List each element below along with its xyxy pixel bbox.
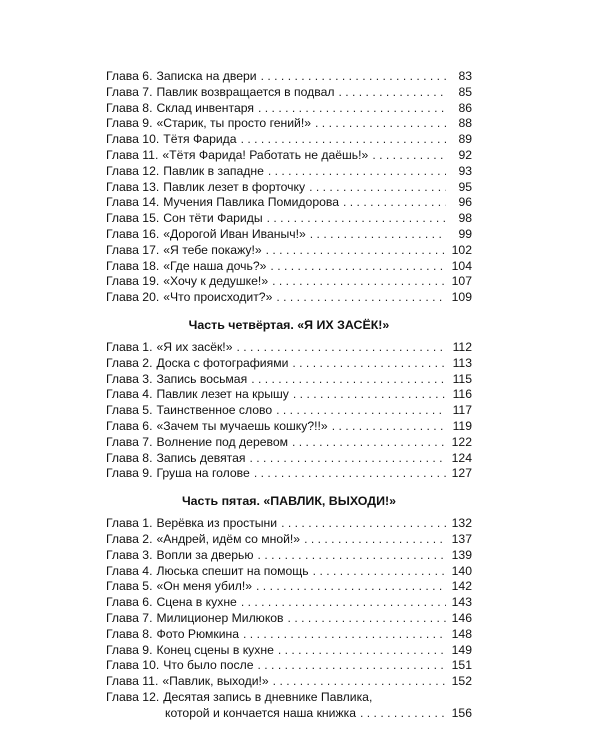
chapter-title: Записка на двери — [156, 69, 257, 83]
toc-entry — [106, 259, 472, 275]
dot-leader — [243, 627, 446, 643]
chapter-title: «Я их засёк!» — [156, 339, 233, 354]
dot-leader — [281, 516, 446, 532]
dot-leader — [313, 564, 446, 580]
toc-entry — [106, 116, 472, 132]
dot-leader — [292, 435, 446, 451]
chapter-title: «Тётя Фарида! Работать не даёшь!» — [162, 147, 369, 162]
dot-leader — [315, 116, 446, 132]
chapter-title: Тётя Фарида — [163, 132, 237, 147]
chapter-title-line-2: которой и кончается наша книжка — [165, 705, 357, 720]
chapter-number: Глава 13. — [106, 179, 160, 194]
chapter-number: Глава 6. — [106, 595, 153, 610]
page-number: 151 — [451, 658, 472, 673]
chapter-title: Павлик возвращается в подвал — [156, 84, 335, 99]
dot-leader — [360, 706, 446, 722]
chapter-title: Фото Рюмкина — [156, 626, 240, 641]
toc-entry — [106, 227, 472, 243]
chapter-title: Павлик лезет на крышу — [156, 387, 289, 402]
chapter-number: Глава 15. — [106, 211, 160, 226]
chapter-title-line-1: Десятая запись в дневнике Павлика, — [163, 689, 373, 704]
toc-entry — [106, 674, 472, 690]
chapter-title: Конец сцены в кухне — [156, 642, 274, 657]
toc-entry — [106, 356, 472, 372]
chapter-number: Глава 2. — [106, 531, 153, 546]
page-number: 119 — [452, 418, 472, 433]
dot-leader — [372, 148, 446, 164]
chapter-number: Глава 5. — [106, 579, 153, 594]
page-number: 95 — [458, 179, 472, 194]
dot-leader — [276, 290, 446, 306]
chapter-number: Глава 7. — [106, 84, 153, 99]
chapter-title: Запись девятая — [156, 450, 246, 465]
toc-entry — [106, 595, 472, 611]
chapter-number: Глава 18. — [106, 258, 160, 273]
dot-leader — [267, 211, 446, 227]
chapter-title: Груша на голове — [156, 466, 250, 481]
toc-entry — [106, 611, 472, 627]
toc-entry — [106, 435, 472, 451]
page-number: 93 — [458, 163, 472, 178]
dot-leader — [256, 579, 446, 595]
chapter-number: Глава 8. — [106, 100, 153, 115]
chapter-number: Глава 17. — [106, 242, 160, 257]
chapter-number: Глава 9. — [106, 116, 153, 131]
chapter-number: Глава 1. — [106, 516, 153, 531]
page-number: 107 — [451, 274, 472, 289]
page-number: 122 — [451, 434, 472, 449]
chapter-number: Глава 19. — [106, 274, 160, 289]
chapter-title: Сон тёти Фариды — [163, 211, 263, 226]
dot-leader — [241, 595, 446, 611]
page-number: 132 — [451, 516, 472, 531]
chapter-number: Глава 5. — [106, 403, 153, 418]
page-number: 89 — [458, 132, 472, 147]
page-number: 88 — [458, 116, 472, 131]
page-number: 102 — [451, 242, 472, 257]
chapter-title: Милиционер Милюков — [156, 610, 284, 625]
table-of-contents — [106, 69, 472, 721]
toc-entry — [106, 643, 472, 659]
dot-leader — [293, 387, 446, 403]
page-number: 112 — [452, 339, 472, 354]
chapter-number: Глава 1. — [106, 339, 153, 354]
page-number: 116 — [452, 387, 472, 402]
chapter-number: Глава 8. — [106, 626, 153, 641]
toc-entry — [106, 403, 472, 419]
toc-entry — [106, 164, 472, 180]
dot-leader — [338, 85, 446, 101]
chapter-number: Глава 12. — [106, 689, 160, 704]
chapter-title: «Андрей, идём со мной!» — [156, 531, 301, 546]
chapter-title: «Хочу к дедушке!» — [163, 274, 269, 289]
page-number: 83 — [458, 69, 472, 83]
toc-entry — [106, 274, 472, 290]
page-number: 148 — [451, 626, 472, 641]
toc-entry — [106, 180, 472, 196]
chapter-title: «Старик, ты просто гений!» — [156, 116, 312, 131]
dot-leader — [258, 101, 446, 117]
toc-entry — [106, 658, 472, 674]
chapter-number: Глава 4. — [106, 563, 153, 578]
toc-section-part-five — [106, 516, 472, 721]
chapter-number: Глава 3. — [106, 371, 153, 386]
dot-leader — [276, 403, 446, 419]
dot-leader — [241, 132, 446, 148]
chapter-title: Таинственное слово — [156, 403, 273, 418]
toc-entry — [106, 101, 472, 117]
toc-entry — [106, 516, 472, 532]
chapter-number: Глава 14. — [106, 195, 160, 210]
page-number: 99 — [458, 226, 472, 241]
page-number: 143 — [451, 595, 472, 610]
dot-leader — [270, 259, 446, 275]
page-number: 142 — [451, 579, 472, 594]
chapter-number: Глава 7. — [106, 434, 153, 449]
dot-leader — [261, 69, 446, 85]
page-number: 149 — [451, 642, 472, 657]
page-number: 115 — [452, 371, 472, 386]
toc-entry — [106, 340, 472, 356]
dot-leader — [343, 195, 446, 211]
chapter-number: Глава 6. — [106, 418, 153, 433]
dot-leader — [292, 356, 446, 372]
chapter-number: Глава 10. — [106, 658, 160, 673]
toc-entry — [106, 85, 472, 101]
chapter-number: Глава 11. — [106, 674, 159, 689]
part-four-heading: Часть четвёртая. «Я ИХ ЗАСЁК!» — [188, 317, 390, 332]
page-number: 86 — [458, 100, 472, 115]
dot-leader — [254, 466, 446, 482]
chapter-number: Глава 3. — [106, 547, 153, 562]
toc-entry — [106, 466, 472, 482]
chapter-title: Запись восьмая — [156, 371, 248, 386]
chapter-title: Доска с фотографиями — [156, 355, 289, 370]
toc-entry — [106, 372, 472, 388]
toc-entry — [106, 579, 472, 595]
chapter-number: Глава 8. — [106, 450, 153, 465]
chapter-title: Верёвка из простыни — [156, 516, 278, 531]
chapter-title: «Павлик, выходи!» — [162, 674, 269, 689]
toc-entry — [106, 195, 472, 211]
dot-leader — [288, 611, 446, 627]
chapter-title: Что было после — [163, 658, 254, 673]
chapter-title: «Где наша дочь?» — [163, 258, 267, 273]
page-number: 156 — [451, 705, 472, 720]
chapter-number: Глава 10. — [106, 132, 160, 147]
toc-entry — [106, 132, 472, 148]
part-five-heading: Часть пятая. «ПАВЛИК, ВЫХОДИ!» — [181, 494, 397, 509]
chapter-number: Глава 11. — [106, 147, 159, 162]
dot-leader — [258, 548, 446, 564]
dot-leader — [258, 658, 447, 674]
page-number: 127 — [451, 466, 472, 481]
toc-section-continued — [106, 69, 472, 306]
chapter-number: Глава 2. — [106, 355, 153, 370]
toc-entry — [106, 211, 472, 227]
dot-leader — [309, 180, 446, 196]
page-number: 146 — [451, 610, 472, 625]
chapter-title: «Я тебе покажу!» — [163, 242, 262, 257]
toc-entry — [106, 532, 472, 548]
chapter-number: Глава 6. — [106, 69, 153, 83]
toc-entry — [106, 548, 472, 564]
chapter-title: Павлик в западне — [163, 163, 264, 178]
toc-entry — [106, 451, 472, 467]
dot-leader — [250, 451, 446, 467]
toc-section-part-four — [106, 340, 472, 482]
page-number: 96 — [458, 195, 472, 210]
chapter-title: Вопли за дверью — [156, 547, 254, 562]
page-number: 137 — [451, 531, 472, 546]
page-number: 139 — [451, 547, 472, 562]
page-number: 124 — [451, 450, 472, 465]
dot-leader — [236, 340, 446, 356]
chapter-title: Волнение под деревом — [156, 434, 288, 449]
dot-leader — [273, 674, 446, 690]
chapter-number: Глава 7. — [106, 610, 153, 625]
page-number: 140 — [451, 563, 472, 578]
dot-leader — [310, 227, 446, 243]
page-number: 152 — [451, 674, 472, 689]
toc-entry — [106, 564, 472, 580]
chapter-number: Глава 20. — [106, 290, 160, 305]
toc-entry-multiline — [106, 690, 472, 722]
chapter-title: «Дорогой Иван Иваныч!» — [163, 226, 306, 241]
page-number: 104 — [451, 258, 472, 273]
page-number: 98 — [458, 211, 472, 226]
chapter-title: Павлик лезет в форточку — [163, 179, 306, 194]
chapter-title: Люська спешит на помощь — [156, 563, 309, 578]
chapter-number: Глава 12. — [106, 163, 160, 178]
chapter-title: Сцена в кухне — [156, 595, 237, 610]
chapter-number: Глава 16. — [106, 226, 160, 241]
chapter-title: «Зачем ты мучаешь кошку?!!» — [156, 418, 328, 433]
page-number: 109 — [451, 290, 472, 305]
chapter-title: «Он меня убил!» — [156, 579, 253, 594]
chapter-number: Глава 4. — [106, 387, 153, 402]
toc-entry — [106, 387, 472, 403]
chapter-number: Глава 9. — [106, 642, 153, 657]
toc-entry — [106, 290, 472, 306]
toc-entry — [106, 419, 472, 435]
chapter-title: «Что происходит?» — [163, 290, 273, 305]
page-number: 113 — [452, 355, 472, 370]
chapter-title: Склад инвентаря — [156, 100, 254, 115]
toc-entry — [106, 148, 472, 164]
page-number: 117 — [452, 403, 472, 418]
toc-entry — [106, 69, 472, 85]
page-number: 92 — [458, 147, 472, 162]
dot-leader — [251, 372, 446, 388]
toc-entry — [106, 243, 472, 259]
page-number: 85 — [458, 84, 472, 99]
chapter-number: Глава 9. — [106, 466, 153, 481]
dot-leader — [272, 274, 446, 290]
dot-leader — [304, 532, 446, 548]
dot-leader — [332, 419, 446, 435]
dot-leader — [268, 164, 446, 180]
dot-leader — [278, 643, 446, 659]
toc-entry — [106, 627, 472, 643]
dot-leader — [266, 243, 446, 259]
chapter-title: Мучения Павлика Помидорова — [163, 195, 339, 210]
